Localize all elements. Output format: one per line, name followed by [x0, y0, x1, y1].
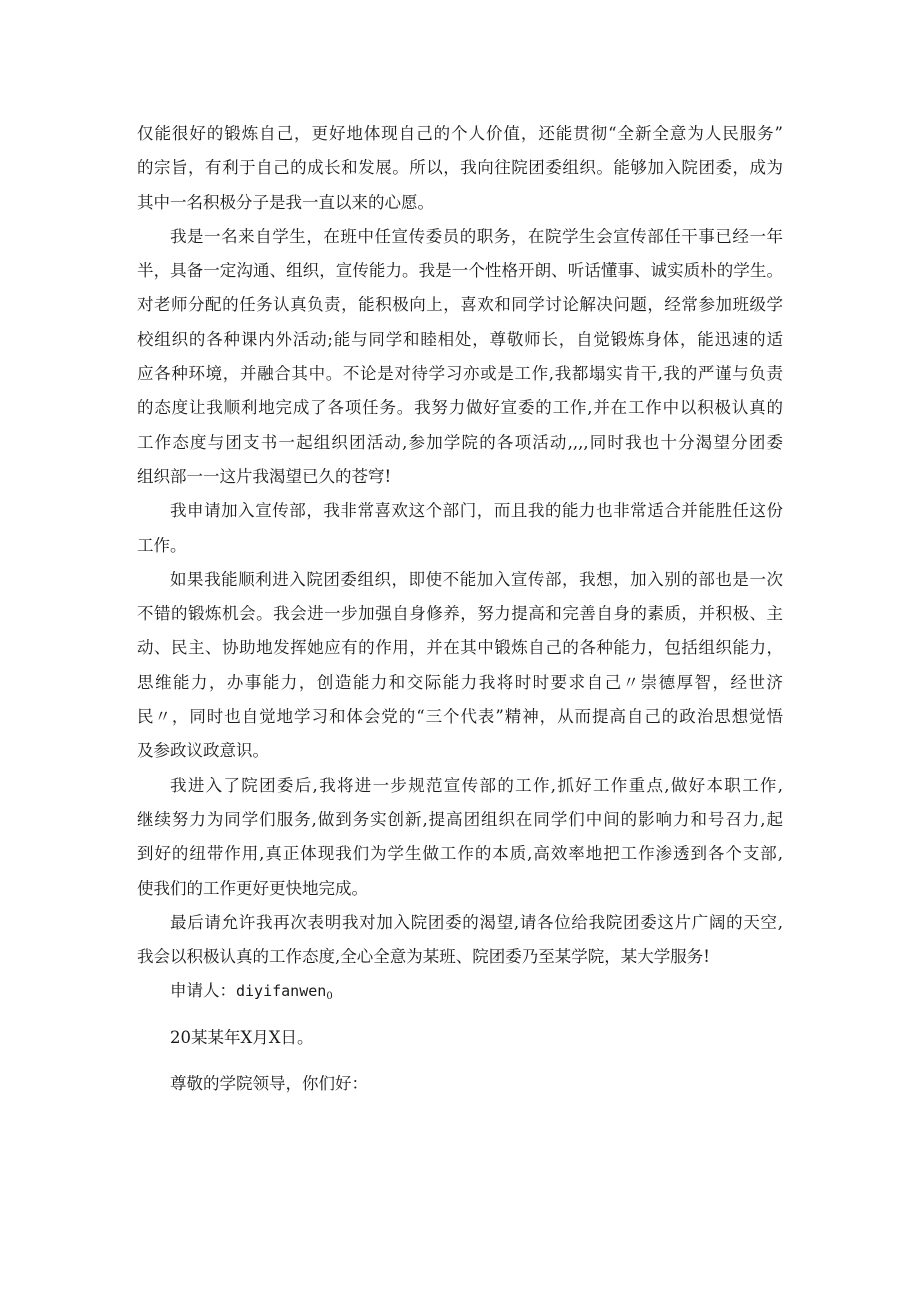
paragraph-1 [137, 117, 783, 220]
greeting-line: 尊敬的学院领导，你们好： [170, 1074, 368, 1094]
spacer [137, 1009, 783, 1021]
spacer [137, 1055, 783, 1067]
text-line: 仅能很好的锻炼自己，更好地体现自己的个人价值，还能贯彻“全新全意为人民服务” [137, 124, 783, 143]
paragraph-3 [137, 494, 783, 563]
applicant-name: diyifanwen [236, 982, 327, 1001]
text-line: 我是一名来自学生，在班中任宣传委员的职务，在院学生会宣传部任干事已经一年 [170, 226, 783, 246]
applicant-suffix: 0 [326, 991, 333, 1003]
text-line: 半，具备一定沟通、组织，宣传能力。我是一个性格开朗、听话懂事、诚实质朴的学生。 [137, 261, 783, 281]
text-line: 及参政议政意识。 [137, 741, 269, 761]
text-line: 使我们的工作更好更快地完成。 [137, 878, 368, 898]
text-line: 应各种环境，并融合其中。不论是对待学习亦或是工作,我都塌实肯干,我的严谨与负责 [137, 364, 783, 384]
text-line: 的宗旨，有利于自己的成长和发展。所以，我向往院团委组织。能够加入院团委，成为 [137, 158, 783, 178]
text-line: 思维能力，办事能力，创造能力和交际能力我将时时要求自己〃崇德厚智，经世济 [137, 672, 783, 692]
text-line: 最后请允许我再次表明我对加入院团委的渴望,请各位给我院团委这片广阔的天空, [170, 912, 783, 932]
document-page [137, 117, 783, 1101]
text-line: 我会以积极认真的工作态度,全心全意为某班、院团委乃至某学院，某大学服务! [137, 947, 710, 967]
text-line: 到好的纽带作用,真正体现我们为学生做工作的本质,高效率地把工作渗透到各个支部, [137, 844, 783, 864]
text-line: 如果我能顺利进入院团委组织，即使不能加入宣传部，我想，加入别的部也是一次 [170, 569, 783, 589]
text-line: 其中一名积极分子是我一直以来的心愿。 [137, 192, 434, 212]
text-line: 动、民主、协助地发挥她应有的作用，并在其中锻炼自己的各种能力，包括组织能力， [137, 638, 783, 658]
paragraph-2 [137, 220, 783, 494]
text-line: 的态度让我顺利地完成了各项任务。我努力做好宣委的工作,并在工作中以积极认真的 [137, 398, 783, 418]
paragraph-4 [137, 563, 783, 769]
text-line: 我进入了院团委后,我将进一步规范宣传部的工作,抓好工作重点,做好本职工作, [170, 775, 783, 795]
paragraph-6 [137, 906, 783, 975]
date-line: 20某某年X月X日。 [170, 1027, 314, 1047]
text-line: 继续努力为同学们服务,做到务实创新,提高团组织在同学们中间的影响力和号召力,起 [137, 809, 783, 829]
text-line: 不错的锻炼机会。我会进一步加强自身修养，努力提高和完善自身的素质，并积极、主 [137, 604, 783, 624]
paragraph-5 [137, 769, 783, 906]
applicant-label: 申请人： [170, 981, 236, 1001]
applicant-line [137, 974, 783, 1008]
text-line: 我申请加入宣传部，我非常喜欢这个部门，而且我的能力也非常适合并能胜任这份 [170, 501, 783, 521]
text-line: 组织部一一这片我渴望已久的苍穹! [137, 466, 392, 486]
text-line: 工作。 [137, 535, 187, 555]
text-line: 校组织的各种课内外活动;能与同学和睦相处，尊敬师长，自觉锻炼身体，能迅速的适 [137, 329, 783, 349]
text-line: 工作态度与团支书一起组织团活动,参加学院的各项活动,,,,同时我也十分渴望分团委 [137, 432, 783, 452]
text-line: 民〃，同时也自觉地学习和体会党的“三个代表”精神，从而提高自己的政治思想觉悟 [137, 707, 783, 727]
text-line: 对老师分配的任务认真负责，能积极向上，喜欢和同学讨论解决问题，经常参加班级学 [137, 295, 783, 315]
